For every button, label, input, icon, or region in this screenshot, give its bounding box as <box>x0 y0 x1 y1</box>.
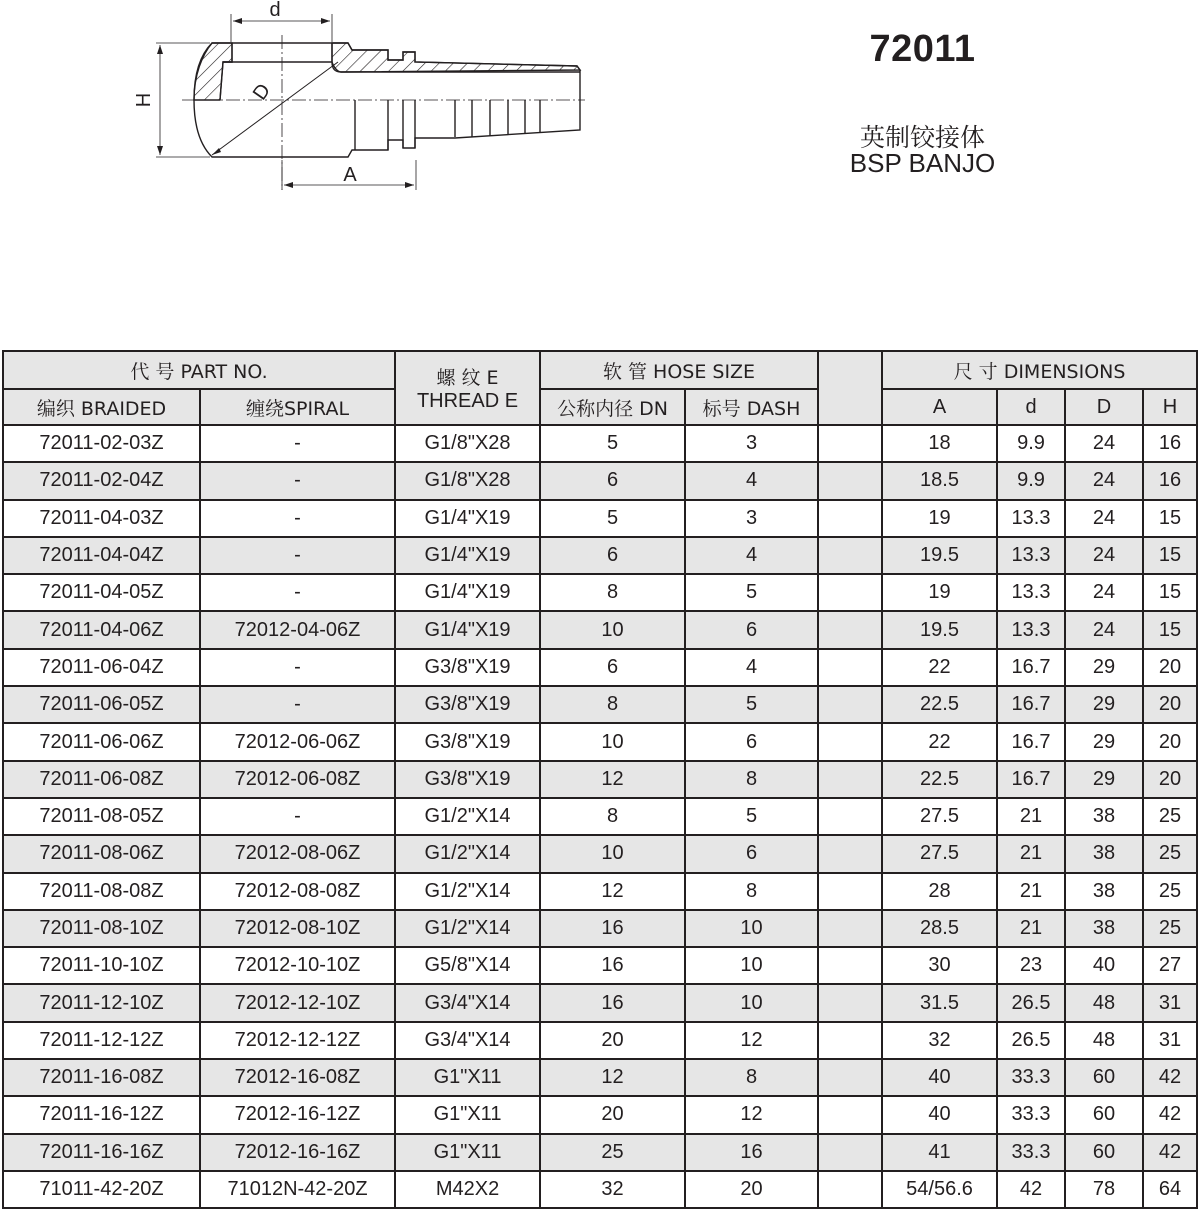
cell-dim-A: 22.5 <box>882 761 997 798</box>
dim-label-D: D <box>248 79 276 105</box>
header-dim-D: D <box>1065 389 1143 425</box>
header-thread-cn: 螺 纹 E <box>436 367 499 389</box>
model-number: 72011 <box>869 28 976 70</box>
cell-dim-d: 33.3 <box>997 1096 1065 1133</box>
cell-thread: G3/8"X19 <box>395 649 540 686</box>
cell-spiral: 72012-16-08Z <box>200 1059 395 1096</box>
cell-dash: 10 <box>685 947 818 984</box>
cell-dim-D: 38 <box>1065 835 1143 872</box>
cell-braided: 72011-16-16Z <box>3 1134 200 1171</box>
cell-spiral: - <box>200 462 395 499</box>
cell-dim-A: 28.5 <box>882 910 997 947</box>
table-row <box>3 873 1197 910</box>
cell-spiral: - <box>200 500 395 537</box>
cell-dim-d: 42 <box>997 1171 1065 1208</box>
cell-dim-H: 20 <box>1143 761 1197 798</box>
cell-thread: G3/8"X19 <box>395 686 540 723</box>
header-thread <box>395 351 540 425</box>
cell-dim-A: 41 <box>882 1134 997 1171</box>
cell-dim-A: 19.5 <box>882 537 997 574</box>
table-row <box>3 798 1197 835</box>
cell-dim-D: 48 <box>1065 984 1143 1021</box>
cell-dim-H: 15 <box>1143 611 1197 648</box>
cell-braided: 71011-42-20Z <box>3 1171 200 1208</box>
cell-dim-H: 25 <box>1143 873 1197 910</box>
cell-braided: 72011-08-10Z <box>3 910 200 947</box>
table-row <box>3 1022 1197 1059</box>
cell-braided: 72011-08-08Z <box>3 873 200 910</box>
cell-braided: 72011-04-04Z <box>3 537 200 574</box>
cell-spiral: 72012-08-10Z <box>200 910 395 947</box>
header-braided: 编织 BRAIDED <box>3 389 200 425</box>
cell-dim-D: 29 <box>1065 723 1143 760</box>
cell-braided: 72011-16-12Z <box>3 1096 200 1133</box>
cell-dn: 12 <box>540 873 685 910</box>
cell-dn: 16 <box>540 947 685 984</box>
cell-dim-A: 22 <box>882 723 997 760</box>
cell-dash: 6 <box>685 835 818 872</box>
cell-dim-H: 15 <box>1143 500 1197 537</box>
cell-dim-A: 18 <box>882 425 997 462</box>
cell-dash: 8 <box>685 873 818 910</box>
cell-spiral: 72012-04-06Z <box>200 611 395 648</box>
cell-dn: 6 <box>540 462 685 499</box>
table-row <box>3 910 1197 947</box>
cell-dn: 6 <box>540 649 685 686</box>
cell-dn: 10 <box>540 611 685 648</box>
cell-dim-H: 64 <box>1143 1171 1197 1208</box>
cell-spiral: 72012-12-12Z <box>200 1022 395 1059</box>
cell-dim-A: 27.5 <box>882 798 997 835</box>
cell-dim-D: 24 <box>1065 425 1143 462</box>
header-dash: 标号 DASH <box>685 389 818 425</box>
cell-blank <box>818 947 882 984</box>
cell-thread: M42X2 <box>395 1171 540 1208</box>
cell-blank <box>818 761 882 798</box>
product-name-en: BSP BANJO <box>849 148 996 178</box>
header-dn: 公称内径 DN <box>540 389 685 425</box>
cell-dim-d: 16.7 <box>997 723 1065 760</box>
cell-dim-D: 60 <box>1065 1096 1143 1133</box>
table-row <box>3 574 1197 611</box>
cell-dn: 10 <box>540 723 685 760</box>
cell-spiral: - <box>200 798 395 835</box>
cell-blank <box>818 425 882 462</box>
cell-dim-d: 33.3 <box>997 1134 1065 1171</box>
cell-thread: G1"X11 <box>395 1059 540 1096</box>
cell-braided: 72011-16-08Z <box>3 1059 200 1096</box>
cell-dash: 4 <box>685 462 818 499</box>
cell-spiral: 72012-16-16Z <box>200 1134 395 1171</box>
cell-dim-D: 24 <box>1065 462 1143 499</box>
cell-braided: 72011-06-08Z <box>3 761 200 798</box>
cell-blank <box>818 984 882 1021</box>
cell-dn: 5 <box>540 425 685 462</box>
table-row <box>3 649 1197 686</box>
cell-dim-D: 60 <box>1065 1059 1143 1096</box>
cell-braided: 72011-06-06Z <box>3 723 200 760</box>
cell-dn: 32 <box>540 1171 685 1208</box>
cell-spiral: - <box>200 574 395 611</box>
cell-dim-A: 40 <box>882 1096 997 1133</box>
cell-spiral: 72012-08-06Z <box>200 835 395 872</box>
table-row <box>3 1171 1197 1208</box>
header-hose-size: 软 管 HOSE SIZE <box>540 351 818 389</box>
cell-dim-A: 30 <box>882 947 997 984</box>
cell-dim-H: 15 <box>1143 537 1197 574</box>
cell-dn: 20 <box>540 1096 685 1133</box>
cell-dim-d: 16.7 <box>997 686 1065 723</box>
cell-blank <box>818 910 882 947</box>
table-row <box>3 611 1197 648</box>
cell-dim-D: 78 <box>1065 1171 1143 1208</box>
cell-braided: 72011-12-12Z <box>3 1022 200 1059</box>
cell-blank <box>818 1022 882 1059</box>
cell-spiral: 72012-06-06Z <box>200 723 395 760</box>
dim-label-d: d <box>269 0 281 21</box>
cell-dim-H: 42 <box>1143 1096 1197 1133</box>
cell-dim-d: 13.3 <box>997 574 1065 611</box>
cell-dash: 8 <box>685 761 818 798</box>
cell-blank <box>818 649 882 686</box>
cell-dn: 25 <box>540 1134 685 1171</box>
cell-dim-A: 27.5 <box>882 835 997 872</box>
cell-thread: G3/4"X14 <box>395 1022 540 1059</box>
cell-dim-d: 16.7 <box>997 649 1065 686</box>
cell-dash: 10 <box>685 910 818 947</box>
cell-thread: G1/4"X19 <box>395 500 540 537</box>
cell-dash: 4 <box>685 537 818 574</box>
cell-dash: 20 <box>685 1171 818 1208</box>
cell-thread: G1/2"X14 <box>395 798 540 835</box>
cell-blank <box>818 723 882 760</box>
table-body <box>3 425 1197 1208</box>
cell-dash: 12 <box>685 1096 818 1133</box>
cell-dim-H: 20 <box>1143 686 1197 723</box>
cell-dim-D: 38 <box>1065 910 1143 947</box>
cell-dash: 8 <box>685 1059 818 1096</box>
dim-label-H: H <box>133 92 155 108</box>
cell-dim-D: 38 <box>1065 798 1143 835</box>
cell-dim-d: 16.7 <box>997 761 1065 798</box>
cell-dim-A: 40 <box>882 1059 997 1096</box>
cell-blank <box>818 1059 882 1096</box>
cell-dim-d: 26.5 <box>997 984 1065 1021</box>
cell-braided: 72011-12-10Z <box>3 984 200 1021</box>
cell-dim-D: 24 <box>1065 500 1143 537</box>
header-spiral: 缠绕SPIRAL <box>200 389 395 425</box>
cell-dim-D: 24 <box>1065 537 1143 574</box>
cell-blank <box>818 835 882 872</box>
cell-blank <box>818 873 882 910</box>
cell-dim-A: 19.5 <box>882 611 997 648</box>
cell-dim-d: 21 <box>997 835 1065 872</box>
cell-dn: 12 <box>540 1059 685 1096</box>
cell-dim-A: 18.5 <box>882 462 997 499</box>
cell-thread: G1/2"X14 <box>395 835 540 872</box>
cell-dim-H: 16 <box>1143 462 1197 499</box>
cell-thread: G3/8"X19 <box>395 723 540 760</box>
cell-spiral: 72012-12-10Z <box>200 984 395 1021</box>
cell-spiral: - <box>200 686 395 723</box>
cell-dim-H: 31 <box>1143 1022 1197 1059</box>
cell-dim-D: 29 <box>1065 686 1143 723</box>
cell-blank <box>818 1134 882 1171</box>
cell-thread: G1/8"X28 <box>395 425 540 462</box>
cell-braided: 72011-06-04Z <box>3 649 200 686</box>
cell-dim-d: 9.9 <box>997 425 1065 462</box>
table-row <box>3 761 1197 798</box>
header-thread-en: THREAD E <box>416 390 519 412</box>
cell-dn: 8 <box>540 798 685 835</box>
cell-dim-A: 28 <box>882 873 997 910</box>
cell-dash: 3 <box>685 500 818 537</box>
cell-braided: 72011-04-03Z <box>3 500 200 537</box>
cell-spiral: - <box>200 537 395 574</box>
cell-dim-d: 13.3 <box>997 537 1065 574</box>
cell-dim-d: 33.3 <box>997 1059 1065 1096</box>
cell-dim-D: 24 <box>1065 574 1143 611</box>
cell-thread: G3/8"X19 <box>395 761 540 798</box>
cell-dn: 8 <box>540 574 685 611</box>
cell-dim-A: 32 <box>882 1022 997 1059</box>
cell-dash: 10 <box>685 984 818 1021</box>
table-row <box>3 425 1197 462</box>
cell-thread: G3/4"X14 <box>395 984 540 1021</box>
cell-blank <box>818 500 882 537</box>
header-dim-H: H <box>1143 389 1197 425</box>
cell-dim-d: 21 <box>997 798 1065 835</box>
cell-braided: 72011-04-06Z <box>3 611 200 648</box>
cell-spiral: 71012N-42-20Z <box>200 1171 395 1208</box>
cell-dn: 12 <box>540 761 685 798</box>
table-row <box>3 1059 1197 1096</box>
cell-braided: 72011-06-05Z <box>3 686 200 723</box>
dim-label-A: A <box>343 164 357 186</box>
cell-dim-H: 31 <box>1143 984 1197 1021</box>
cell-dim-d: 13.3 <box>997 611 1065 648</box>
cell-spiral: 72012-10-10Z <box>200 947 395 984</box>
table-row <box>3 462 1197 499</box>
cell-dn: 16 <box>540 910 685 947</box>
table-row <box>3 686 1197 723</box>
cell-braided: 72011-10-10Z <box>3 947 200 984</box>
cell-dim-H: 25 <box>1143 798 1197 835</box>
cell-dim-H: 27 <box>1143 947 1197 984</box>
cell-dash: 16 <box>685 1134 818 1171</box>
table-row <box>3 1096 1197 1133</box>
cell-dim-D: 60 <box>1065 1134 1143 1171</box>
product-name-cn: 英制铰接体 <box>859 123 985 152</box>
header-dimensions: 尺 寸 DIMENSIONS <box>882 351 1197 389</box>
cell-dim-D: 48 <box>1065 1022 1143 1059</box>
table-row <box>3 500 1197 537</box>
cell-thread: G1/4"X19 <box>395 537 540 574</box>
cell-blank <box>818 574 882 611</box>
cell-dim-A: 31.5 <box>882 984 997 1021</box>
cell-dn: 8 <box>540 686 685 723</box>
cell-dash: 12 <box>685 1022 818 1059</box>
cell-dash: 6 <box>685 611 818 648</box>
cell-dim-A: 22 <box>882 649 997 686</box>
cell-dim-H: 20 <box>1143 649 1197 686</box>
cell-dim-H: 16 <box>1143 425 1197 462</box>
cell-braided: 72011-08-06Z <box>3 835 200 872</box>
specification-table <box>2 350 1198 1209</box>
cell-dim-A: 19 <box>882 574 997 611</box>
table-row <box>3 984 1197 1021</box>
cell-spiral: - <box>200 649 395 686</box>
cell-dash: 3 <box>685 425 818 462</box>
header-blank <box>818 351 882 425</box>
cell-spiral: 72012-16-12Z <box>200 1096 395 1133</box>
cell-blank <box>818 686 882 723</box>
cell-dim-d: 23 <box>997 947 1065 984</box>
cell-dim-A: 19 <box>882 500 997 537</box>
cell-braided: 72011-04-05Z <box>3 574 200 611</box>
cell-thread: G1"X11 <box>395 1134 540 1171</box>
cell-braided: 72011-02-03Z <box>3 425 200 462</box>
cell-dash: 5 <box>685 686 818 723</box>
cell-dim-H: 15 <box>1143 574 1197 611</box>
cell-dn: 6 <box>540 537 685 574</box>
cell-dn: 16 <box>540 984 685 1021</box>
header-part-no: 代 号 PART NO. <box>3 351 395 389</box>
cell-braided: 72011-02-04Z <box>3 462 200 499</box>
header-dim-A: A <box>882 389 997 425</box>
cell-dim-d: 13.3 <box>997 500 1065 537</box>
cell-dim-H: 25 <box>1143 910 1197 947</box>
cell-spiral: 72012-08-08Z <box>200 873 395 910</box>
cell-blank <box>818 537 882 574</box>
table-row <box>3 1134 1197 1171</box>
cell-dash: 5 <box>685 574 818 611</box>
cell-blank <box>818 1096 882 1133</box>
cell-blank <box>818 462 882 499</box>
cell-spiral: - <box>200 425 395 462</box>
cell-braided: 72011-08-05Z <box>3 798 200 835</box>
cell-dim-D: 38 <box>1065 873 1143 910</box>
cell-dash: 6 <box>685 723 818 760</box>
cell-dim-H: 25 <box>1143 835 1197 872</box>
cell-dim-d: 26.5 <box>997 1022 1065 1059</box>
table-row <box>3 947 1197 984</box>
cell-dim-H: 20 <box>1143 723 1197 760</box>
cell-dim-d: 9.9 <box>997 462 1065 499</box>
cell-dn: 20 <box>540 1022 685 1059</box>
cell-dim-D: 29 <box>1065 649 1143 686</box>
cell-dim-d: 21 <box>997 873 1065 910</box>
cell-blank <box>818 798 882 835</box>
cell-dn: 10 <box>540 835 685 872</box>
cell-dim-D: 24 <box>1065 611 1143 648</box>
cell-thread: G1/2"X14 <box>395 910 540 947</box>
cell-dim-D: 29 <box>1065 761 1143 798</box>
cell-dim-A: 22.5 <box>882 686 997 723</box>
cell-thread: G1/4"X19 <box>395 574 540 611</box>
cell-blank <box>818 1171 882 1208</box>
cell-spiral: 72012-06-08Z <box>200 761 395 798</box>
cell-thread: G1"X11 <box>395 1096 540 1133</box>
cell-dim-A: 54/56.6 <box>882 1171 997 1208</box>
cell-dash: 4 <box>685 649 818 686</box>
cell-dim-H: 42 <box>1143 1059 1197 1096</box>
table-row <box>3 537 1197 574</box>
cell-blank <box>818 611 882 648</box>
header-dim-d: d <box>997 389 1065 425</box>
cell-dn: 5 <box>540 500 685 537</box>
cell-thread: G1/8"X28 <box>395 462 540 499</box>
table-row <box>3 835 1197 872</box>
cell-thread: G1/2"X14 <box>395 873 540 910</box>
cell-thread: G1/4"X19 <box>395 611 540 648</box>
cell-dash: 5 <box>685 798 818 835</box>
cell-dim-D: 40 <box>1065 947 1143 984</box>
cell-thread: G5/8"X14 <box>395 947 540 984</box>
banjo-fitting-drawing <box>120 0 600 200</box>
cell-dim-d: 21 <box>997 910 1065 947</box>
table-row <box>3 723 1197 760</box>
cell-dim-H: 42 <box>1143 1134 1197 1171</box>
